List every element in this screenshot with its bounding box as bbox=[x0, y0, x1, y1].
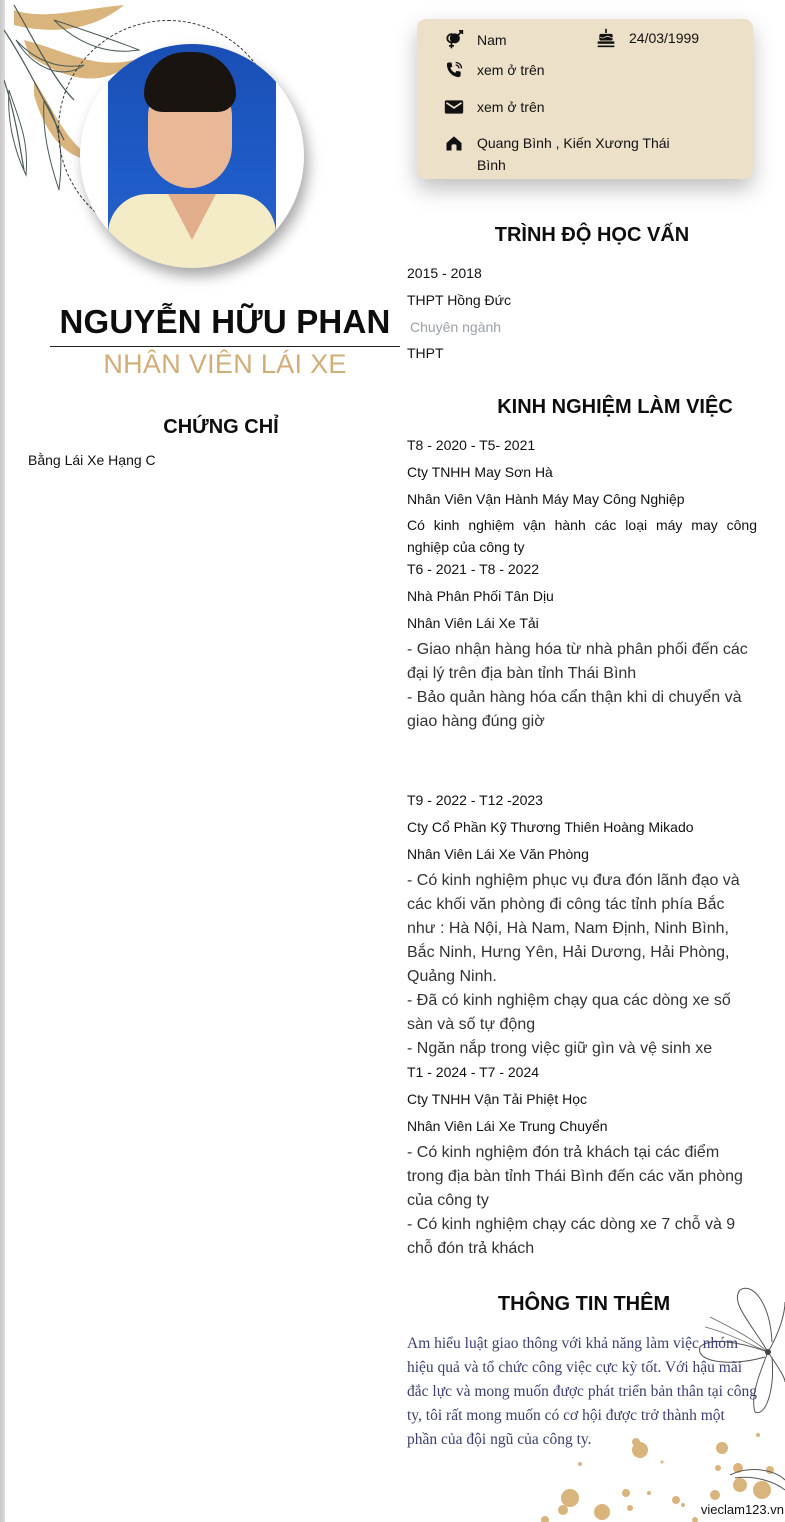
job-company: Cty Cổ Phần Kỹ Thương Thiên Hoàng Mikado bbox=[407, 819, 694, 835]
education-major: THPT bbox=[407, 345, 444, 361]
education-major-label: Chuyên ngành bbox=[410, 319, 502, 335]
job-position: Nhân Viên Lái Xe Tải bbox=[407, 615, 539, 631]
job-title: NHÂN VIÊN LÁI XE bbox=[103, 349, 347, 379]
page-left-edge bbox=[0, 0, 5, 1522]
avatar-container bbox=[58, 20, 308, 270]
job-bullet: - Giao nhận hàng hóa từ nhà phân phối đến các đại lý trên địa bàn tỉnh Thái Bình bbox=[407, 641, 748, 682]
job-company: Nhà Phân Phối Tân Dịu bbox=[407, 588, 554, 604]
address-row bbox=[443, 132, 677, 176]
job-period: T8 - 2020 - T5- 2021 bbox=[407, 437, 536, 453]
job-period: T1 - 2024 - T7 - 2024 bbox=[407, 1064, 540, 1080]
education-school: THPT Hồng Đức bbox=[407, 292, 512, 308]
gender-value: Nam bbox=[477, 32, 507, 48]
email-value: xem ở trên bbox=[477, 99, 545, 115]
job-company: Cty TNHH Vận Tải Phiệt Học bbox=[407, 1091, 587, 1107]
job-bullet: - Ngăn nắp trong việc giữ gìn và vệ sinh xe bbox=[407, 1040, 713, 1057]
profile-photo bbox=[108, 44, 276, 268]
certificates-heading: CHỨNG CHỈ bbox=[163, 416, 279, 438]
job-company: Cty TNHH May Sơn Hà bbox=[407, 464, 553, 480]
education-heading-wrap bbox=[417, 224, 767, 247]
experience-job-2 bbox=[407, 558, 757, 734]
job-description: Có kinh nghiệm vận hành các loại máy may công nghiệp của công ty bbox=[407, 517, 757, 555]
footer-brand: vieclam123.vn bbox=[700, 1502, 784, 1517]
certificate-item: Bằng Lái Xe Hạng C bbox=[28, 452, 156, 468]
envelope-icon bbox=[443, 96, 465, 118]
contact-info-card bbox=[417, 19, 753, 179]
job-position: Nhân Viên Lái Xe Văn Phòng bbox=[407, 846, 589, 862]
job-position: Nhân Viên Lái Xe Trung Chuyển bbox=[407, 1118, 608, 1134]
phone-row bbox=[443, 59, 545, 81]
additional-heading: THÔNG TIN THÊM bbox=[497, 1293, 671, 1315]
additional-text: Am hiểu luật giao thông với khả năng làm việc nhóm hiệu quả và tổ chức công việc cực kỳ tốt. Với hậu mãi đắc lực và mong muốn được phát triển bản thân tại công ty, tôi rất mong muốn có cơ hội được trở thành một phần của đội ngũ của công ty. bbox=[407, 1335, 757, 1448]
gender-row bbox=[443, 29, 507, 51]
address-line-1: Quang Bình , Kiến Xương Thái bbox=[477, 135, 670, 151]
education-period: 2015 - 2018 bbox=[407, 265, 482, 281]
experience-job-1 bbox=[407, 434, 757, 558]
birthday-cake-icon bbox=[595, 27, 617, 49]
candidate-name: NGUYỄN HỮU PHAN bbox=[59, 303, 391, 340]
home-icon bbox=[443, 132, 465, 154]
experience-heading-wrap bbox=[440, 396, 785, 419]
gender-icon bbox=[443, 29, 465, 51]
job-bullet: - Có kinh nghiệm chạy các dòng xe 7 chỗ và 9 chỗ đón trả khách bbox=[407, 1216, 736, 1257]
phone-icon bbox=[443, 59, 465, 81]
birthday-value: 24/03/1999 bbox=[629, 30, 700, 46]
avatar bbox=[80, 44, 304, 268]
job-bullet: - Bảo quản hàng hóa cẩn thận khi di chuyển và giao hàng đúng giờ bbox=[407, 689, 742, 730]
experience-job-4 bbox=[407, 1061, 757, 1261]
email-row bbox=[443, 96, 545, 118]
birthday-row bbox=[595, 27, 699, 49]
address-line-2: Bình bbox=[477, 157, 506, 173]
job-position: Nhân Viên Vận Hành Máy May Công Nghiệp bbox=[407, 491, 685, 507]
education-section bbox=[407, 262, 757, 364]
education-heading: TRÌNH ĐỘ HỌC VẤN bbox=[494, 224, 690, 246]
experience-heading: KINH NGHIỆM LÀM VIỆC bbox=[497, 396, 733, 418]
name-block bbox=[50, 300, 400, 381]
job-bullet: - Có kinh nghiệm đón trả khách tại các điểm trong địa bàn tỉnh Thái Bình đến các văn phòng của công ty bbox=[407, 1144, 743, 1209]
address-value bbox=[477, 132, 677, 176]
job-bullet: - Có kinh nghiệm phục vụ đưa đón lãnh đạo và các khối văn phòng đi công tác tỉnh phía Bắc như : Hà Nội, Hà Nam, Nam Định, Ninh Bình, Bắc Ninh, Hưng Yên, Hải Dương, Hải Phòng, Quảng Ninh. bbox=[407, 872, 740, 985]
job-period: T6 - 2021 - T8 - 2022 bbox=[407, 561, 540, 577]
phone-value: xem ở trên bbox=[477, 62, 545, 78]
job-period: T9 - 2022 - T12 -2023 bbox=[407, 792, 543, 808]
job-bullet: - Đã có kinh nghiệm chạy qua các dòng xe số sàn và số tự động bbox=[407, 992, 731, 1033]
experience-job-3 bbox=[407, 789, 757, 1061]
